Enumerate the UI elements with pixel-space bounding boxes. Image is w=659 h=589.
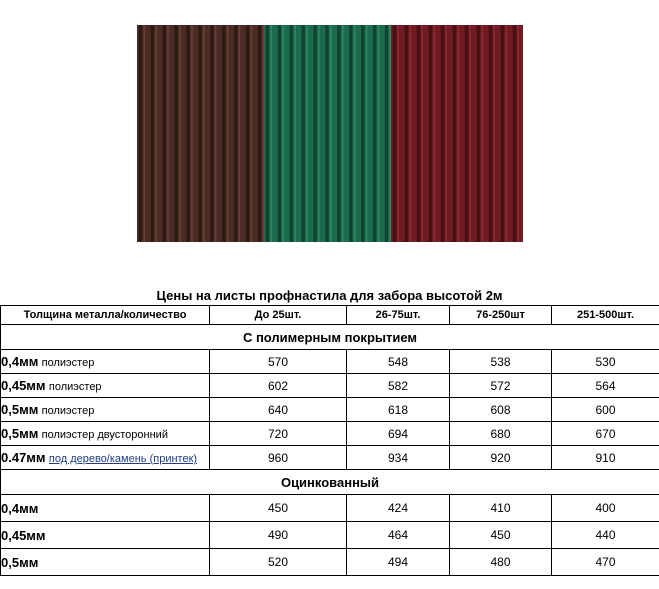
- price-cell: 464: [347, 522, 450, 549]
- price-cell: 450: [210, 495, 347, 522]
- thickness-cell: [1, 350, 210, 374]
- table-row: [1, 422, 659, 446]
- section-row: [1, 470, 659, 495]
- price-cell: 470: [552, 549, 659, 576]
- price-cell: 670: [552, 422, 659, 446]
- header-qty-1: До 25шт.: [210, 306, 347, 325]
- red-sheet-svg: [391, 25, 523, 242]
- thickness-cell: [1, 446, 210, 470]
- product-images: [0, 25, 659, 242]
- red-sheet-image: [391, 25, 523, 242]
- price-cell: 602: [210, 374, 347, 398]
- coating-label: полиэстер: [41, 357, 95, 369]
- table-row: [1, 549, 659, 576]
- header-qty-4: 251-500шт.: [552, 306, 659, 325]
- price-cell: 600: [552, 398, 659, 422]
- price-cell: 680: [450, 422, 552, 446]
- green-sheet-svg: [264, 25, 395, 242]
- thickness-cell: 0,5мм: [1, 549, 210, 576]
- price-cell: 640: [210, 398, 347, 422]
- price-cell: 424: [347, 495, 450, 522]
- price-cell: 480: [450, 549, 552, 576]
- thickness-label: 0,45мм: [1, 378, 46, 393]
- price-cell: 618: [347, 398, 450, 422]
- price-cell: 490: [210, 522, 347, 549]
- price-cell: 548: [347, 350, 450, 374]
- header-qty-2: 26-75шт.: [347, 306, 450, 325]
- printech-link[interactable]: под дерево/камень (принтек): [48, 453, 198, 465]
- price-cell: 934: [347, 446, 450, 470]
- thickness-cell: 0,4мм: [1, 495, 210, 522]
- brown-sheet-image: [137, 25, 268, 242]
- thickness-cell: [1, 422, 210, 446]
- thickness-label: 0,5мм: [1, 402, 39, 417]
- price-cell: 538: [450, 350, 552, 374]
- thickness-label: 0,5мм: [1, 426, 39, 441]
- section-polymer-title: С полимерным покрытием: [1, 325, 659, 350]
- price-cell: 960: [210, 446, 347, 470]
- price-cell: 410: [450, 495, 552, 522]
- price-cell: 570: [210, 350, 347, 374]
- thickness-label: 0,4мм: [1, 354, 39, 369]
- price-cell: 694: [347, 422, 450, 446]
- price-cell: 520: [210, 549, 347, 576]
- section-row: [1, 325, 659, 350]
- thickness-cell: [1, 374, 210, 398]
- price-cell: 450: [450, 522, 552, 549]
- table-row: [1, 522, 659, 549]
- header-row: [1, 306, 659, 325]
- price-cell: 910: [552, 446, 659, 470]
- price-cell: 494: [347, 549, 450, 576]
- green-sheet-image: [264, 25, 395, 242]
- section-galvanized-title: Оцинкованный: [1, 470, 659, 495]
- price-cell: 920: [450, 446, 552, 470]
- price-cell: 720: [210, 422, 347, 446]
- price-cell: 572: [450, 374, 552, 398]
- table-row: [1, 350, 659, 374]
- price-cell: 582: [347, 374, 450, 398]
- table-row: [1, 446, 659, 470]
- table-row: [1, 398, 659, 422]
- table-row: [1, 495, 659, 522]
- header-thickness: Толщина металла/количество: [1, 306, 210, 325]
- coating-label: полиэстер: [48, 381, 102, 393]
- thickness-cell: [1, 398, 210, 422]
- price-cell: 564: [552, 374, 659, 398]
- thickness-cell: 0,45мм: [1, 522, 210, 549]
- price-table: [0, 305, 659, 576]
- price-cell: 608: [450, 398, 552, 422]
- price-cell: 400: [552, 495, 659, 522]
- brown-sheet-svg: [137, 25, 268, 242]
- coating-label: полиэстер: [41, 405, 95, 417]
- table-caption: Цены на листы профнастила для забора высотой 2м: [156, 288, 503, 303]
- table-body: [1, 325, 659, 576]
- table-row: [1, 374, 659, 398]
- price-cell: 530: [552, 350, 659, 374]
- coating-label: полиэстер двусторонний: [41, 429, 168, 441]
- price-cell: 440: [552, 522, 659, 549]
- thickness-label: 0.47мм: [1, 450, 46, 465]
- header-qty-3: 76-250шт: [450, 306, 552, 325]
